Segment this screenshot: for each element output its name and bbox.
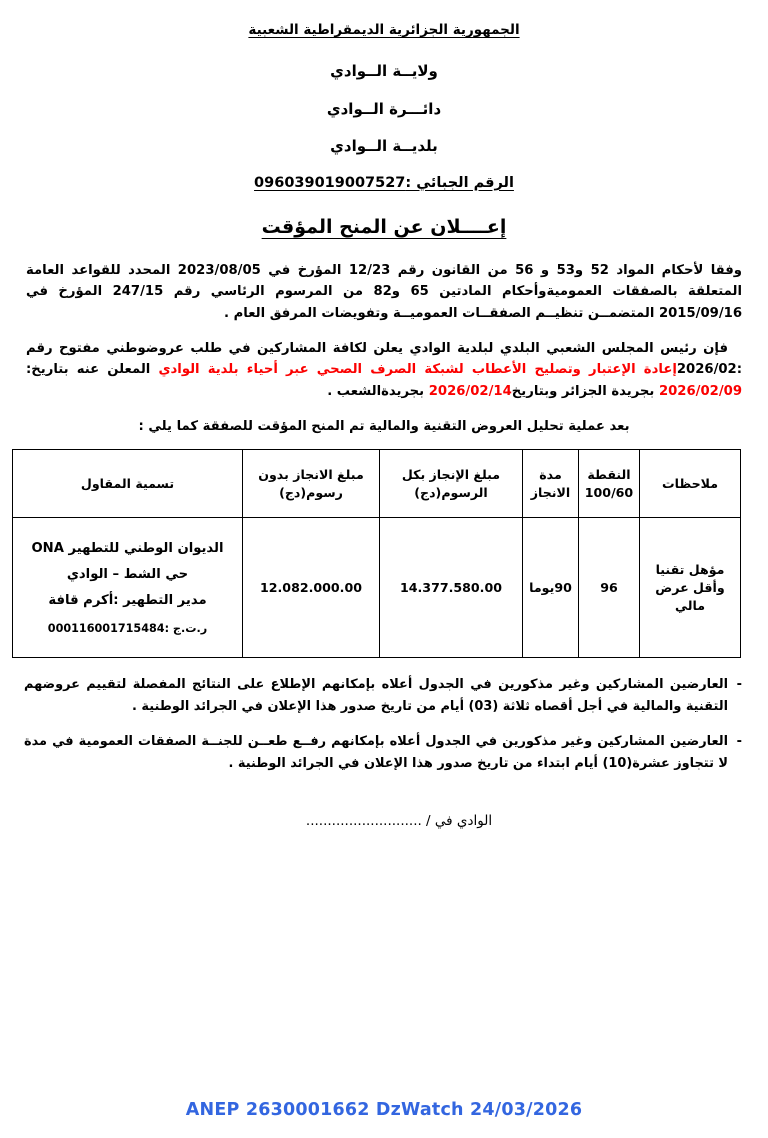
th-amount-all-tax-line2: الرسوم(دج): [414, 484, 488, 500]
th-score-line2: 100/60: [584, 484, 634, 500]
baladia-line: بلديــة الــوادي: [330, 137, 438, 156]
legal-basis-paragraph: وفقا لأحكام المواد 52 و53 و 56 من القانون رقم 12/23 المؤرخ في 2023/08/05 المحدد للقواعد العامة المتعلقة بالصفقات العموميةوأحكام المادتين 65 و82 من المرسوم الرئاسي رقم 247/15 المؤرخ في 2015/09/16 المتضمــن تنظيــم الصفقــات العموميــة وتفويضات المرفق العام .: [26, 262, 742, 321]
cell-amount-no-tax: 12.082.000.00: [243, 518, 380, 658]
cell-contractor: [13, 518, 243, 658]
th-amount-all-tax-line1: مبلغ الإنجاز بكل: [401, 466, 501, 482]
th-duration-line1: مدة: [539, 466, 562, 482]
th-amount-no-tax-line2: رسوم(دج): [279, 484, 343, 500]
cell-duration: 90يوما: [523, 518, 579, 658]
page-title: إعــــلان عن المنح المؤقت: [261, 215, 507, 238]
cell-notes: مؤهل تقنيا وأقل عرض مالي: [640, 518, 741, 658]
body-text: [26, 260, 742, 438]
table-intro-paragraph: بعد عملية تحليل العروض التقنية والمالية تم المنح المؤقت للصفقة كما يلي :: [138, 419, 630, 434]
th-contractor-name: تسمية المقاول: [13, 450, 243, 518]
document-header: [0, 0, 768, 191]
announcement-part-2: المعلن عنه بتاريخ:: [26, 362, 159, 378]
contractor-address: حي الشط – الوادي: [66, 566, 189, 582]
announcement-paragraph: [26, 338, 742, 402]
publication-date-1: 2026/02/09: [658, 383, 742, 399]
publication-date-2: 2026/02/14: [428, 383, 512, 399]
contractor-director: مدير التطهير :أكرم قافة: [48, 592, 207, 608]
th-notes: ملاحظات: [640, 450, 741, 518]
announcement-part-4: بجريدةالشعب .: [327, 383, 429, 399]
contractor-name: الديوان الوطني للتطهير ONA: [31, 540, 224, 556]
announcement-part-1: فإن رئيس المجلس الشعبي البلدي لبلدية الوادي يعلن لكافة المشاركين في طلب عروضوطني مفتوح رقم :2026/02: [26, 340, 743, 378]
cell-score: 96: [579, 518, 640, 658]
th-amount-no-tax-line1: مبلغ الانجاز بدون: [258, 466, 364, 482]
th-duration-line2: الانجاز: [530, 484, 571, 500]
table-row: [13, 518, 741, 658]
daira-line: دائـــرة الــوادي: [326, 99, 442, 118]
th-amount-all-tax: [380, 450, 523, 518]
list-item: - العارضين المشاركين وغير مذكورين في الجدول أعلاه بإمكانهم رفــع طعــن للجنــة الصفقات العمومية في مدة لا تتجاوز عشرة(10) أيام ابتداء من تاريخ صدور هذا الإعلان في الجرائد الوطنية .: [24, 731, 744, 775]
table-header-row: [13, 450, 741, 518]
notice-list: [24, 674, 744, 775]
anep-footer: ANEP 2630001662 DzWatch 24/03/2026: [185, 1100, 583, 1120]
tax-number: الرقم الجبائي :096039019007527: [254, 174, 514, 191]
th-score-line1: النقطة: [587, 466, 631, 482]
signature-line: الوادي في / ...........................: [305, 813, 493, 830]
list-item: - العارضين المشاركين وغير مذكورين في الجدول أعلاه بإمكانهم الإطلاع على النتائج المفصلة لتقييم عروضهم التقنية والمالية في أجل أقصاه ثلاثة (03) أيام من تاريخ صدور هذا الإعلان في الجرائد الوطنية .: [24, 674, 744, 718]
wilaya-line: ولايــة الــوادي: [330, 62, 438, 81]
award-results-table: [12, 449, 741, 658]
contractor-registration-number: ر.ت.ج :000116001715484: [47, 621, 208, 635]
th-duration: [523, 450, 579, 518]
republic-title: الجمهورية الجزائرية الديمقراطية الشعبية: [248, 22, 520, 38]
announcement-part-3: بجريدة الجزائر وبتاريخ: [511, 383, 659, 399]
th-amount-no-tax: [243, 450, 380, 518]
cell-amount-all-tax: 14.377.580.00: [380, 518, 523, 658]
project-title-red: إعادة الإعتبار وتصليح الأعطاب لشبكة الصرف الصحي عبر أحياء بلدية الوادي: [158, 362, 677, 378]
th-score: [579, 450, 640, 518]
